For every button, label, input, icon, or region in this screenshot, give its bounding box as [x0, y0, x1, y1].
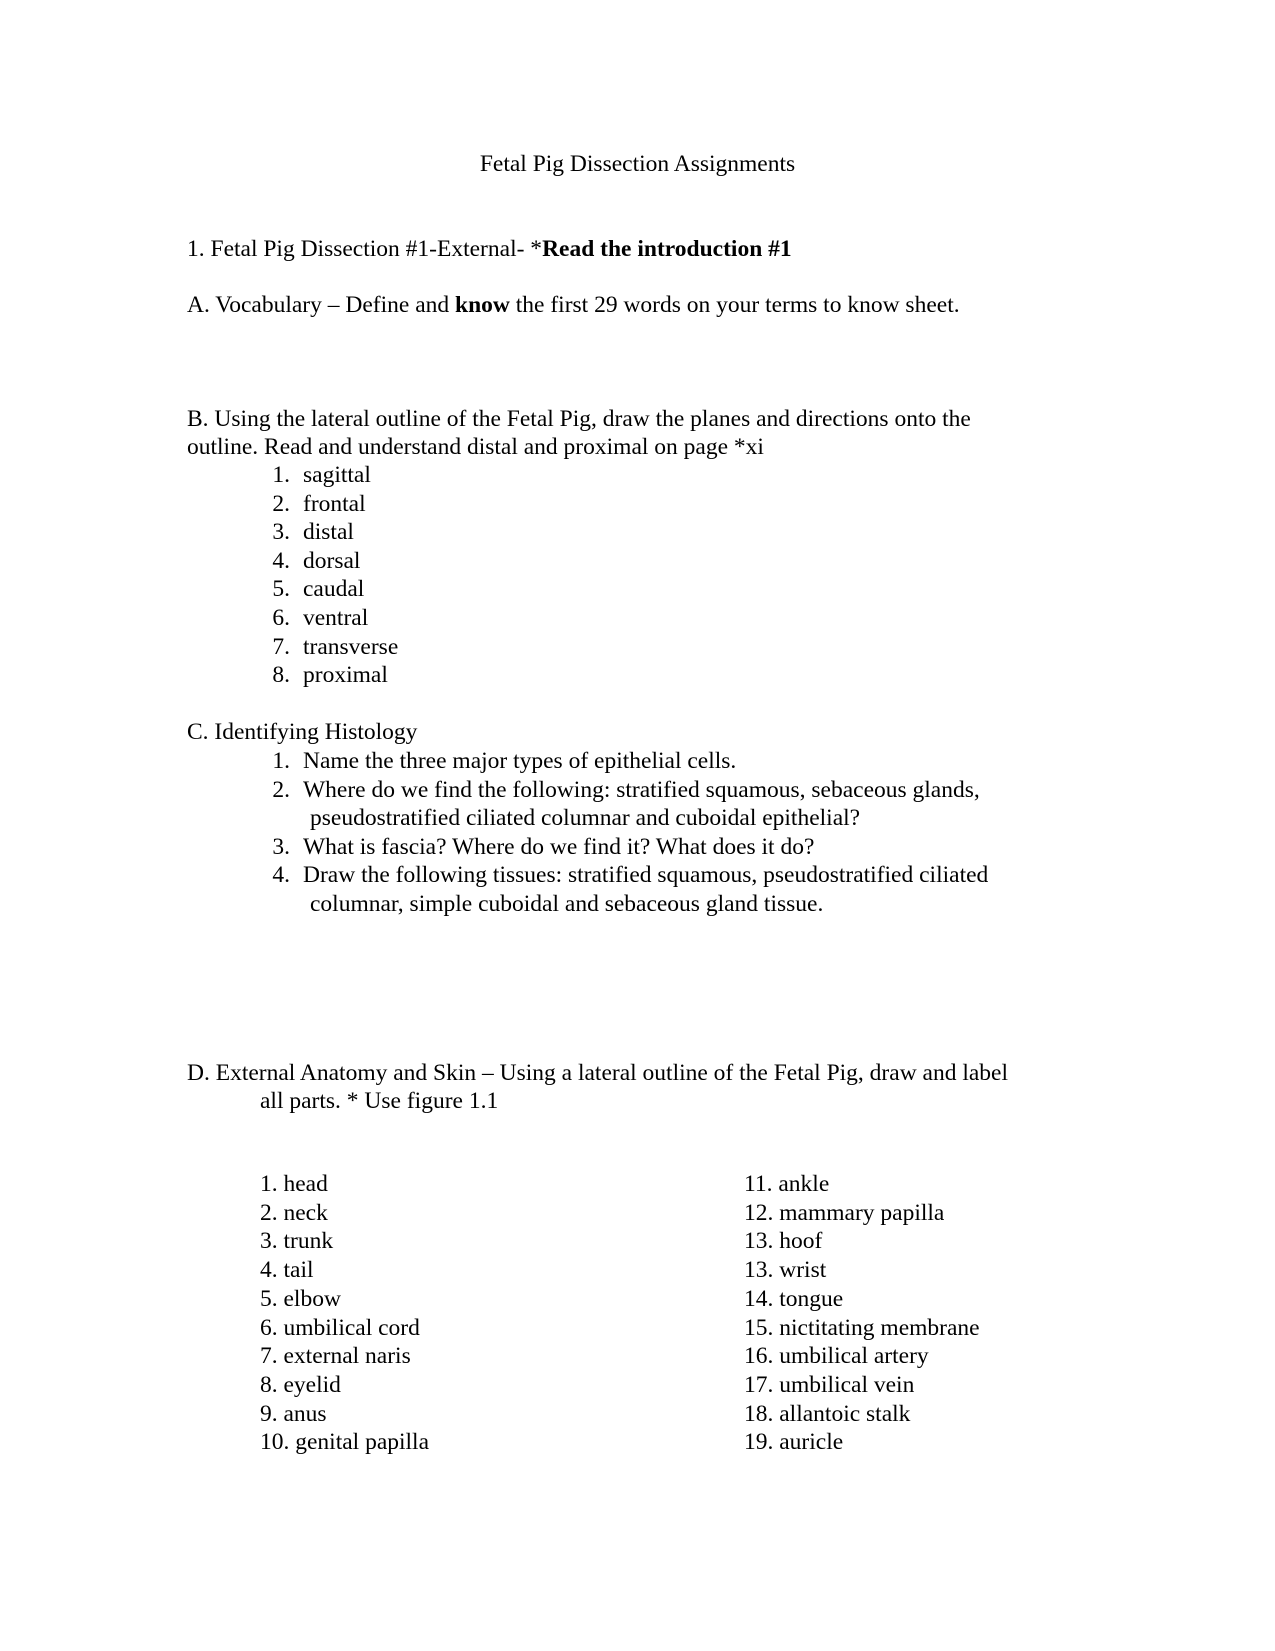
list-item: [268, 776, 1068, 833]
list-item: 14. tongue: [744, 1285, 844, 1312]
list-item-text: distal: [303, 519, 354, 546]
assignment-heading-bold: Read the introduction #1: [542, 236, 792, 262]
list-item-number: 8.: [272, 662, 290, 689]
section-d-right-column: [744, 1170, 980, 1457]
section-b-line-1: B. Using the lateral outline of the Fetal Pig, draw the planes and directions onto the: [187, 406, 971, 432]
list-item: 11. ankle: [744, 1171, 830, 1197]
list-item: [268, 604, 668, 633]
section-a-vocabulary: [187, 291, 960, 319]
list-item-number: 5.: [272, 576, 290, 603]
list-item-number: 7.: [272, 633, 290, 660]
assignment-heading: [187, 235, 792, 263]
list-item: 6. umbilical cord: [260, 1314, 420, 1341]
list-item: 7. external naris: [260, 1343, 411, 1370]
list-item: 19. auricle: [744, 1429, 844, 1456]
list-item-text: transverse: [303, 633, 399, 660]
list-item: 8. eyelid: [260, 1371, 341, 1398]
list-item: 5. elbow: [260, 1285, 341, 1312]
list-item-text: caudal: [303, 576, 365, 603]
section-d-line-1: D. External Anatomy and Skin – Using a lateral outline of the Fetal Pig, draw and label: [187, 1060, 1009, 1086]
list-item: 18. allantoic stalk: [744, 1400, 911, 1427]
section-d-left-column: [260, 1170, 429, 1457]
list-item-text: dorsal: [303, 547, 361, 574]
page-title: Fetal Pig Dissection Assignments: [479, 151, 796, 177]
list-item-number: 3.: [272, 833, 290, 860]
list-item-text: What is fascia? Where do we find it? What does it do?: [303, 833, 815, 860]
list-item-number: 2.: [272, 490, 290, 517]
list-item-text: [303, 861, 1063, 918]
list-item-number: 1.: [272, 462, 290, 488]
list-item: 9. anus: [260, 1400, 327, 1427]
section-a-bold: know: [455, 292, 510, 318]
list-item-text: ventral: [303, 604, 369, 631]
section-a-text-1: A. Vocabulary – Define and: [187, 292, 456, 318]
list-item: 15. nictitating membrane: [744, 1314, 980, 1341]
list-item-line-2: columnar, simple cuboidal and sebaceous gland tissue.: [310, 890, 824, 917]
list-item-line-2: pseudostratified ciliated columnar and cuboidal epithelial?: [310, 805, 861, 832]
section-a-text-2: the first 29 words on your terms to know sheet.: [509, 292, 960, 318]
list-item: 3. trunk: [260, 1228, 334, 1255]
list-item: 13. hoof: [744, 1228, 823, 1255]
list-item: [268, 747, 1068, 776]
list-item: [268, 661, 668, 690]
list-item-line-1: Where do we find the following: stratified squamous, sebaceous glands,: [303, 776, 980, 803]
list-item-number: 4.: [272, 862, 290, 889]
list-item: 4. tail: [260, 1257, 314, 1284]
list-item-text: Name the three major types of epithelial cells.: [303, 748, 737, 774]
list-item: 16. umbilical artery: [744, 1343, 929, 1370]
list-item: [268, 575, 668, 604]
list-item-number: 4.: [272, 547, 290, 574]
list-item-text: frontal: [303, 490, 366, 517]
list-item: 17. umbilical vein: [744, 1371, 915, 1398]
list-item: [268, 547, 668, 576]
section-c-heading: C. Identifying Histology: [187, 719, 418, 745]
list-item: 2. neck: [260, 1199, 328, 1226]
list-item: 1. head: [260, 1171, 328, 1197]
list-item-number: 1.: [272, 748, 290, 774]
list-item-number: 2.: [272, 776, 290, 803]
list-item: 12. mammary papilla: [744, 1199, 945, 1226]
list-item-line-1: Draw the following tissues: stratified squamous, pseudostratified ciliated: [303, 862, 989, 889]
section-c-list: [268, 747, 1068, 919]
list-item: [268, 461, 668, 490]
list-item-text: [303, 776, 1063, 833]
section-d-line-2: all parts. * Use figure 1.1: [260, 1088, 499, 1114]
list-item: [268, 833, 1068, 862]
section-b-line-2: outline. Read and understand distal and proximal on page *xi: [187, 434, 764, 460]
assignment-heading-text: 1. Fetal Pig Dissection #1-External- *: [187, 236, 543, 262]
section-b-list: [268, 461, 668, 690]
list-item-number: 6.: [272, 604, 290, 631]
list-item: [268, 633, 668, 662]
list-item-text: proximal: [303, 662, 388, 689]
list-item: [268, 861, 1068, 918]
list-item-text: sagittal: [303, 462, 371, 488]
list-item-number: 3.: [272, 519, 290, 546]
list-item: [268, 518, 668, 547]
list-item: [268, 490, 668, 519]
list-item: 13. wrist: [744, 1257, 827, 1284]
list-item: 10. genital papilla: [260, 1429, 430, 1456]
